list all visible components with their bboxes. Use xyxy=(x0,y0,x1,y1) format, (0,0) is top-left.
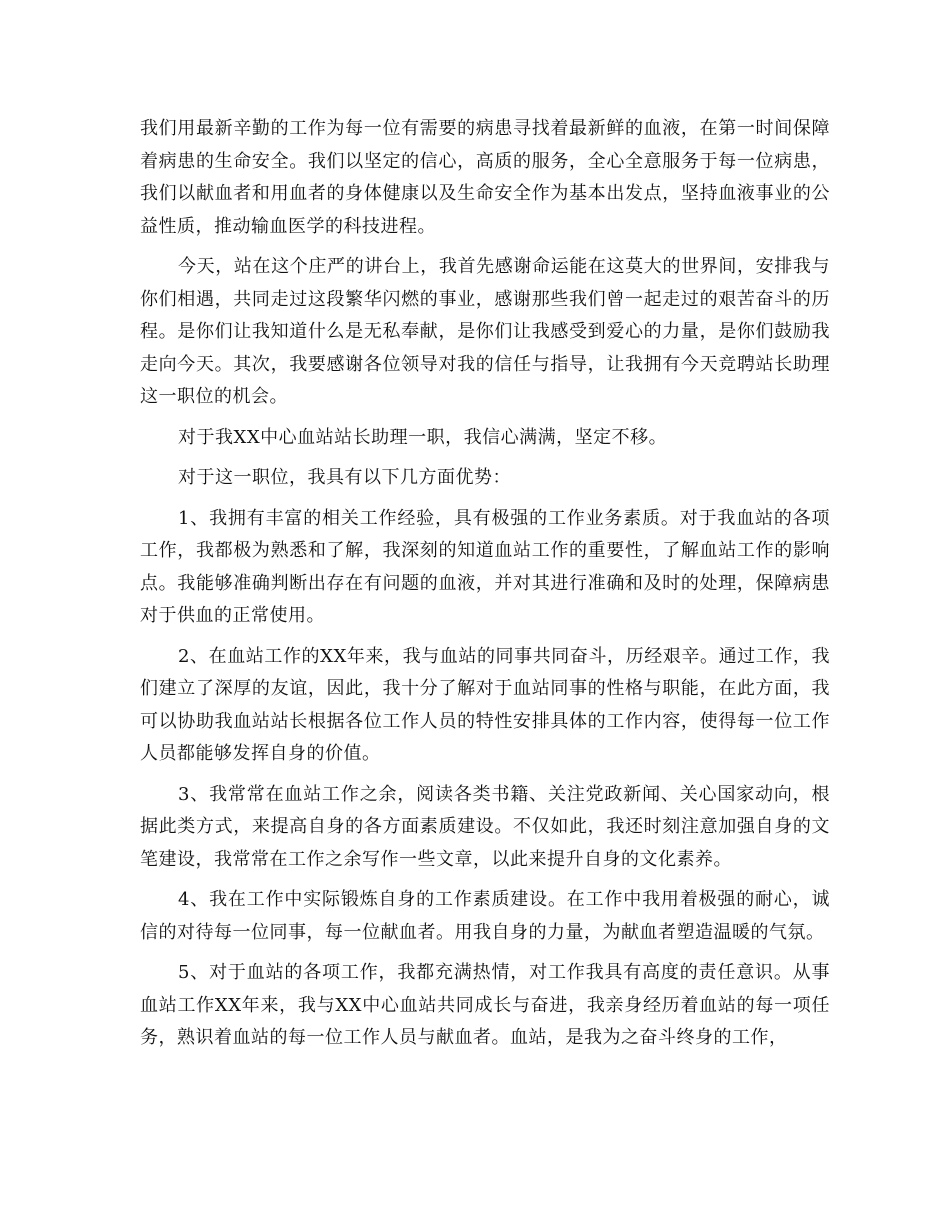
paragraph-4: 对于这一职位，我具有以下几方面优势： xyxy=(178,467,511,488)
paragraph-5: 1、我拥有丰富的相关工作经验，具有极强的工作业务素质。对于我血站的各项工作，我都极为熟悉和了解，我深刻的知道血站工作的重要性，了解血站工作的影响点。我能够准确判断出存在有问题的血液，并对其进行准确和及时的处理，保障病患对于供血的正常使用。 xyxy=(140,507,830,626)
paragraph-9: 5、对于血站的各项工作，我都充满热情，对工作我具有高度的责任意识。从事血站工作XX年来，我与XX中心血站共同成长与奋进，我亲身经历着血站的每一项任务，熟识着血站的每一位工作人员与献血者。血站，是我为之奋斗终身的工作， xyxy=(140,962,830,1048)
paragraph-2: 今天，站在这个庄严的讲台上，我首先感谢命运能在这莫大的世界间，安排我与你们相遇，共同走过这段繁华闪燃的事业，感谢那些我们曾一起走过的艰苦奋斗的历程。是你们让我知道什么是无私奉献，是你们让我感受到爱心的力量，是你们鼓励我走向今天。其次，我要感谢各位领导对我的信任与指导，让我拥有今天竞聘站长助理这一职位的机会。 xyxy=(140,256,830,407)
paragraph-8: 4、我在工作中实际锻炼自身的工作素质建设。在工作中我用着极强的耐心，诚信的对待每一位同事，每一位献血者。用我自身的力量，为献血者塑造温暖的气氛。 xyxy=(140,889,830,943)
paragraph-7: 3、我常常在血站工作之余，阅读各类书籍、关注党政新闻、关心国家动向，根据此类方式，来提高自身的各方面素质建设。不仅如此，我还时刻注意加强自身的文笔建设，我常常在工作之余写作一些文章，以此来提升自身的文化素养。 xyxy=(140,783,830,870)
paragraph-6: 2、在血站工作的XX年来，我与血站的同事共同奋斗，历经艰辛。通过工作，我们建立了深厚的友谊，因此，我十分了解对于血站同事的性格与职能，在此方面，我可以协助我血站站长根据各位工作人员的特性安排具体的工作内容，使得每一位工作人员都能够发挥自身的价值。 xyxy=(140,645,830,764)
document-body xyxy=(140,113,830,1063)
paragraph-3: 对于我XX中心血站站长助理一职，我信心满满，坚定不移。 xyxy=(178,426,668,448)
paragraph-1: 我们用最新辛勤的工作为每一位有需要的病患寻找着最新鲜的血液，在第一时间保障着病患的生命安全。我们以坚定的信心，高质的服务，全心全意服务于每一位病患，我们以献血者和用血者的身体健康以及生命安全作为基本出发点，坚持血液事业的公益性质，推动输血医学的科技进程。 xyxy=(140,118,830,237)
